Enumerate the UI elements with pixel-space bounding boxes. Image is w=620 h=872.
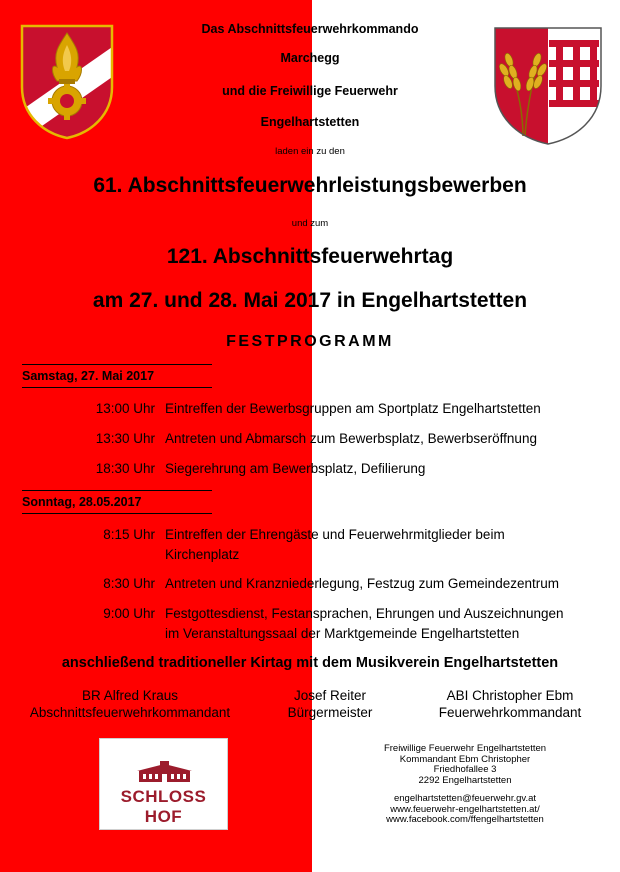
castle-icon xyxy=(137,761,192,783)
title-second: 121. Abschnittsfeuerwehrtag xyxy=(166,245,454,268)
saturday-rule-bottom xyxy=(22,387,212,388)
invite-text: laden ein zu den xyxy=(275,146,345,157)
sunday-time-2: 8:30 Uhr xyxy=(103,576,155,591)
title-connector: und zum xyxy=(291,218,329,229)
saturday-desc-1: Eintreffen der Bewerbsgruppen am Sportplatz Engelhartstetten xyxy=(165,401,541,416)
saturday-desc-2: Antreten und Abmarsch zum Bewerbsplatz, Bewerbseröffnung xyxy=(165,431,537,446)
saturday-time-2: 13:30 Uhr xyxy=(95,431,155,446)
sunday-desc-2: Antreten und Kranzniederlegung, Festzug zum Gemeindezentrum xyxy=(165,576,559,591)
saturday-time-3: 18:30 Uhr xyxy=(95,461,155,476)
sunday-time-1: 8:15 Uhr xyxy=(103,527,155,542)
signature-2-name: Josef Reiter xyxy=(293,688,367,703)
contact-links xyxy=(350,794,580,826)
sunday-rule-bottom xyxy=(22,513,212,514)
municipal-coat-of-arms xyxy=(493,26,603,146)
sunday-desc-3a: Festgottesdienst, Festansprachen, Ehrungen und Auszeichnungen xyxy=(165,606,564,621)
contact-line-2: Kommandant Ebm Christopher xyxy=(399,753,531,765)
saturday-desc-3: Siegerehrung am Bewerbsplatz, Defilierung xyxy=(165,461,426,476)
signature-3-name: ABI Christopher Ebm xyxy=(446,688,574,703)
signature-1 xyxy=(10,687,250,721)
saturday-rule-top xyxy=(22,364,212,365)
header-line-4: Engelhartstetten xyxy=(260,115,360,129)
signature-3 xyxy=(410,687,610,721)
header-line-2: Marchegg xyxy=(280,51,340,65)
sunday-rule-top xyxy=(22,490,212,491)
sunday-time-3: 9:00 Uhr xyxy=(103,606,155,621)
contact-web-link[interactable]: www.feuerwehr-engelhartstetten.at/ xyxy=(390,803,540,815)
header-line-3: und die Freiwillige Feuerwehr xyxy=(222,84,398,98)
schloss-hof-logo xyxy=(99,738,228,830)
title-program: FESTPROGRAMM xyxy=(226,333,394,350)
signature-1-role: Abschnittsfeuerwehrkommandant xyxy=(29,705,231,720)
sunday-desc-3b: im Veranstaltungssaal der Marktgemeinde Engelhartstetten xyxy=(165,626,520,641)
closing-line: anschließend traditioneller Kirtag mit dem Musikverein Engelhartstetten xyxy=(61,655,559,671)
sunday-desc-1b: Kirchenplatz xyxy=(165,547,240,562)
contact-line-4: 2292 Engelhartstetten xyxy=(418,774,512,786)
signature-2-role: Bürgermeister xyxy=(287,705,373,720)
title-main: 61. Abschnittsfeuerwehrleistungsbewerben xyxy=(93,174,527,197)
signature-3-role: Feuerwehrkommandant xyxy=(438,705,582,720)
contact-facebook-link[interactable]: www.facebook.com/ffengelhartstetten xyxy=(386,814,544,825)
saturday-time-1: 13:00 Uhr xyxy=(95,401,155,416)
sunday-heading: Sonntag, 28.05.2017 xyxy=(22,495,142,509)
signature-1-name: BR Alfred Kraus xyxy=(81,688,179,703)
signature-2 xyxy=(250,687,410,721)
contact-line-3: Friedhofallee 3 xyxy=(433,764,497,775)
contact-email-link[interactable]: engelhartstetten@feuerwehr.gv.at xyxy=(393,793,537,804)
title-date: am 27. und 28. Mai 2017 in Engelhartstetten xyxy=(92,289,528,312)
contact-line-1: Freiwillige Feuerwehr Engelhartstetten xyxy=(383,743,547,754)
contact-address xyxy=(350,744,580,786)
saturday-heading: Samstag, 27. Mai 2017 xyxy=(22,369,155,383)
sunday-desc-1a: Eintreffen der Ehrengäste und Feuerwehrmitglieder beim xyxy=(165,527,505,542)
fire-brigade-emblem xyxy=(19,23,115,141)
header-line-1: Das Abschnittsfeuerwehrkommando xyxy=(201,22,419,36)
schloss-hof-text: SCHLOSS HOF xyxy=(120,787,207,826)
